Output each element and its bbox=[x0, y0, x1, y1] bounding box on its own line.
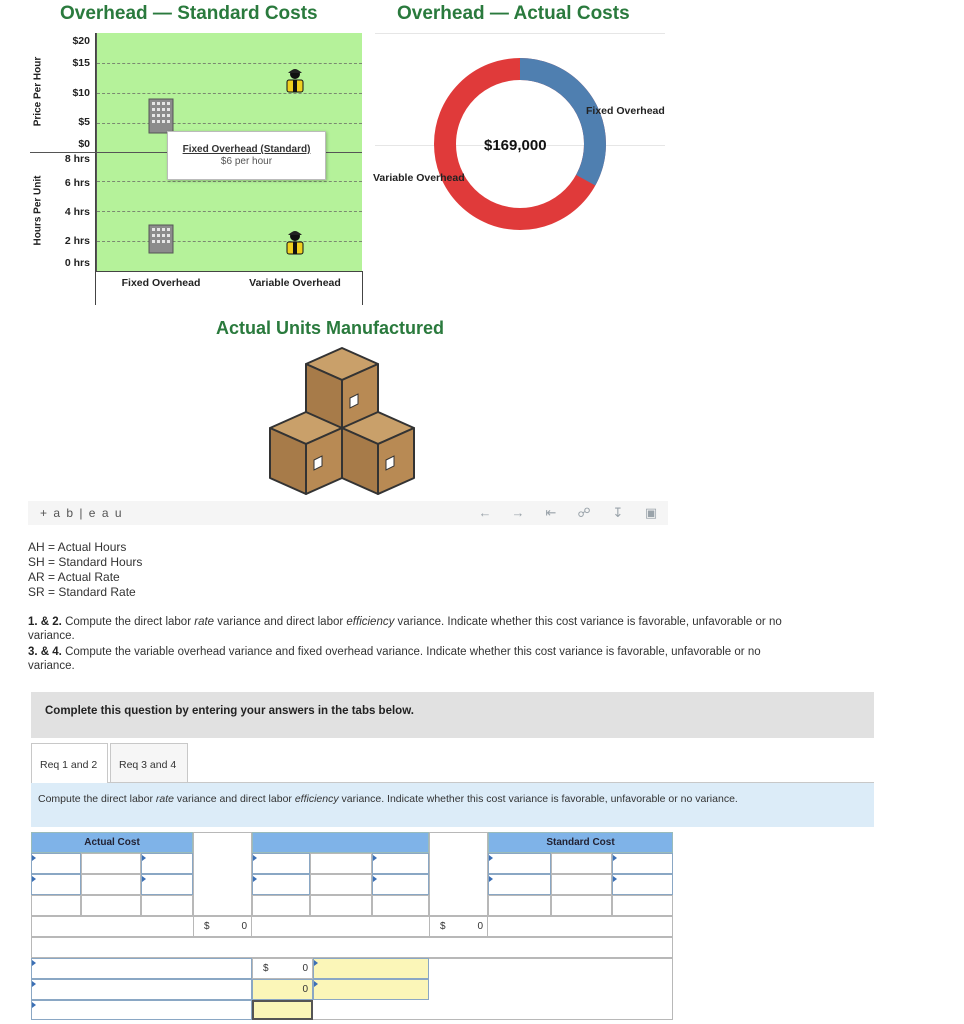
divider-row bbox=[31, 937, 673, 958]
category-label-fixed: Fixed Overhead bbox=[121, 277, 201, 289]
abbreviation-sr: SR = Standard Rate bbox=[28, 585, 136, 599]
instructions-banner bbox=[31, 692, 874, 738]
variance-type-select[interactable] bbox=[313, 958, 429, 979]
hours-tick: 6 hrs bbox=[64, 177, 90, 189]
middle-blank-cell bbox=[252, 895, 310, 916]
fixed-overhead-tooltip bbox=[167, 131, 326, 180]
question-text: Compute the direct labor bbox=[65, 616, 192, 628]
instruction-text: variance. Indicate whether this cost variance is favorable, unfavorable or no variance. bbox=[341, 793, 738, 805]
variance-type-select[interactable] bbox=[313, 979, 429, 1000]
hours-tick: 4 hrs bbox=[64, 206, 90, 218]
revert-icon[interactable]: ⇤ bbox=[545, 505, 557, 520]
currency-symbol: $ bbox=[204, 921, 210, 932]
standard-cost-header: Standard Cost bbox=[488, 832, 673, 853]
middle-input[interactable] bbox=[372, 874, 429, 895]
building-icon bbox=[148, 224, 174, 254]
standard-sh-input[interactable] bbox=[488, 853, 551, 874]
currency-symbol: $ bbox=[263, 963, 269, 974]
variance-total-cell[interactable] bbox=[252, 1000, 313, 1020]
question-text: Compute the variable overhead variance and fixed overhead variance. Indicate whether this cost variance is favorable, unfavorable or no variance. bbox=[28, 646, 761, 672]
actual-operator-cell bbox=[81, 874, 141, 895]
question-3-4 bbox=[28, 645, 808, 673]
undo-arrow-icon[interactable]: ← bbox=[478, 505, 492, 520]
actual-ah-input[interactable] bbox=[31, 874, 81, 895]
redo-arrow-icon[interactable]: → bbox=[511, 505, 525, 520]
actual-ar-input[interactable] bbox=[141, 874, 193, 895]
actual-operator-cell bbox=[81, 853, 141, 874]
price-tick: $15 bbox=[72, 57, 90, 69]
tableau-toolbar bbox=[28, 501, 668, 525]
middle-operator-cell bbox=[310, 853, 372, 874]
middle-operator-cell bbox=[310, 874, 372, 895]
variance-value-2: 0 bbox=[302, 984, 308, 995]
standard-sr-input[interactable] bbox=[612, 874, 673, 895]
worker-icon bbox=[284, 67, 306, 93]
question-text: variance. Indicate whether this cost variance is favorable, unfavorable or no variance. bbox=[28, 616, 782, 642]
tab-req-1-and-2[interactable]: Req 1 and 2 bbox=[31, 743, 108, 783]
actual-blank-cell bbox=[81, 895, 141, 916]
worker-icon bbox=[284, 229, 306, 255]
standard-blank-cell bbox=[612, 895, 673, 916]
variance-amount-cell bbox=[252, 979, 313, 1000]
tooltip-title: Fixed Overhead (Standard) bbox=[182, 144, 311, 155]
lower-divider bbox=[30, 152, 96, 153]
donut-total: $169,000 bbox=[484, 137, 547, 154]
variance-label-input[interactable] bbox=[31, 979, 252, 1000]
actual-ah-input[interactable] bbox=[31, 853, 81, 874]
middle-blank-cell bbox=[310, 895, 372, 916]
price-tick: $0 bbox=[78, 138, 90, 150]
abbreviation-ah: AH = Actual Hours bbox=[28, 540, 127, 554]
fullscreen-icon[interactable]: ▣ bbox=[644, 505, 658, 520]
variance-label-input[interactable] bbox=[31, 1000, 252, 1020]
question-number: 3. & 4. bbox=[28, 646, 62, 658]
boxes-icon bbox=[266, 346, 418, 496]
instruction-text: Compute the direct labor bbox=[38, 793, 153, 805]
price-tick: $10 bbox=[72, 87, 90, 99]
abbreviation-ar: AR = Actual Rate bbox=[28, 570, 120, 584]
abbreviation-sh: SH = Standard Hours bbox=[28, 555, 143, 569]
category-label-variable: Variable Overhead bbox=[249, 277, 341, 289]
question-1-2 bbox=[28, 615, 808, 643]
middle-input[interactable] bbox=[372, 853, 429, 874]
total-right-cell bbox=[429, 916, 488, 937]
middle-input[interactable] bbox=[252, 874, 310, 895]
price-tick: $5 bbox=[78, 116, 90, 128]
question-emphasis: rate bbox=[194, 616, 215, 628]
standard-costs-title: Overhead — Standard Costs bbox=[60, 3, 318, 24]
hours-tick: 0 hrs bbox=[64, 257, 90, 269]
share-icon[interactable]: ☍ bbox=[577, 505, 591, 520]
middle-input[interactable] bbox=[252, 853, 310, 874]
right-edge-line bbox=[362, 271, 363, 305]
actual-blank-cell bbox=[31, 895, 81, 916]
actual-cost-header: Actual Cost bbox=[31, 832, 193, 853]
middle-blank-cell bbox=[372, 895, 429, 916]
hours-axis-label: Hours Per Unit bbox=[32, 175, 44, 246]
standard-blank-cell bbox=[488, 895, 551, 916]
variance-value-1: 0 bbox=[302, 963, 308, 974]
donut-label-fixed: Fixed Overhead bbox=[586, 105, 665, 117]
tooltip-subtitle: $6 per hour bbox=[220, 156, 273, 167]
tableau-logo: + a b | e a u bbox=[40, 506, 123, 520]
total-left-cell bbox=[193, 916, 252, 937]
total-left-value: 0 bbox=[241, 921, 247, 932]
building-icon bbox=[148, 98, 174, 134]
actual-ar-input[interactable] bbox=[141, 853, 193, 874]
gap-cell bbox=[193, 832, 252, 916]
instruction-emphasis: rate bbox=[155, 793, 174, 805]
actual-blank-cell bbox=[141, 895, 193, 916]
gap-cell bbox=[429, 832, 488, 916]
actual-costs-title: Overhead — Actual Costs bbox=[397, 3, 630, 24]
totals-row bbox=[31, 916, 673, 937]
tab-instruction bbox=[31, 783, 874, 827]
currency-symbol: $ bbox=[440, 921, 446, 932]
standard-sh-input[interactable] bbox=[488, 874, 551, 895]
standard-operator-cell bbox=[551, 853, 612, 874]
tab-req-3-and-4[interactable]: Req 3 and 4 bbox=[110, 743, 188, 782]
instructions-banner-text: Complete this question by entering your answers in the tabs below. bbox=[45, 705, 414, 717]
hours-tick: 8 hrs bbox=[64, 153, 90, 165]
middle-header bbox=[252, 832, 429, 853]
price-axis-label: Price Per Hour bbox=[32, 56, 44, 127]
actual-units-title: Actual Units Manufactured bbox=[216, 318, 445, 338]
instruction-emphasis: efficiency bbox=[294, 793, 339, 805]
variance-label-input[interactable] bbox=[31, 958, 252, 979]
donut-label-variable: Variable Overhead bbox=[373, 172, 465, 184]
instruction-text: variance and direct labor bbox=[176, 793, 292, 805]
standard-blank-cell bbox=[551, 895, 612, 916]
standard-operator-cell bbox=[551, 874, 612, 895]
question-number: 1. & 2. bbox=[28, 616, 62, 628]
variance-amount-cell bbox=[252, 958, 313, 979]
hours-tick: 2 hrs bbox=[64, 235, 90, 247]
total-right-value: 0 bbox=[477, 921, 483, 932]
donut-guide-top bbox=[375, 33, 665, 34]
x-axis-line bbox=[95, 271, 363, 272]
price-tick: $20 bbox=[72, 35, 90, 47]
tab-instruction-text bbox=[38, 793, 848, 806]
question-text: variance and direct labor bbox=[217, 616, 344, 628]
question-emphasis: efficiency bbox=[346, 616, 395, 628]
standard-sr-input[interactable] bbox=[612, 853, 673, 874]
download-icon[interactable]: ↧ bbox=[612, 505, 624, 520]
